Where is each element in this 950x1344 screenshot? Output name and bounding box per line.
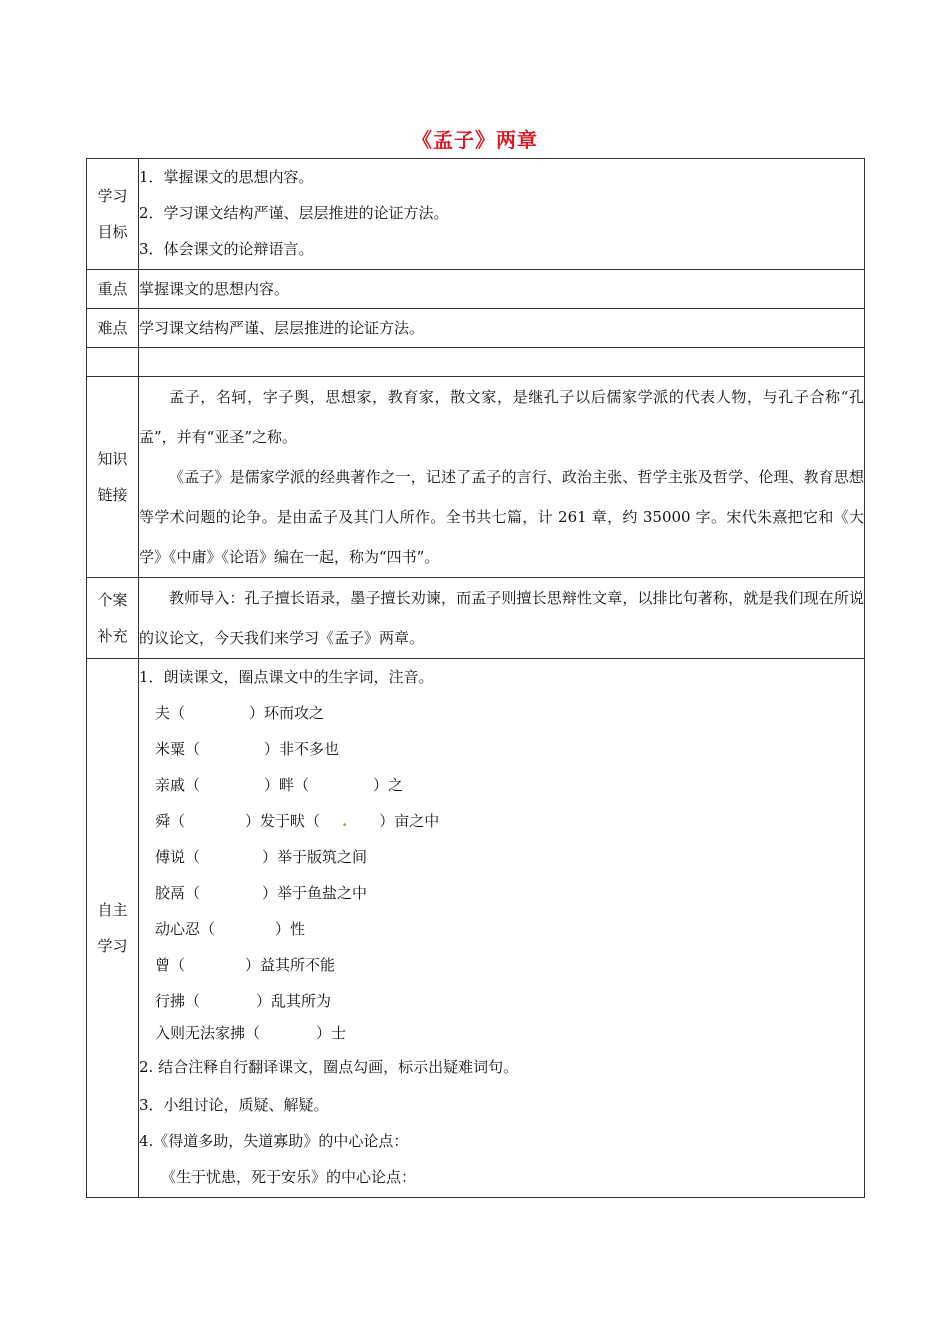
label-difficulty: 难点: [87, 309, 139, 348]
word-text: ）亩之中: [379, 812, 440, 830]
word-item: [139, 731, 864, 767]
word-text: ）之: [373, 776, 404, 794]
label-case-line2: 补充: [97, 627, 128, 645]
word-item: [139, 983, 864, 1019]
case-content: [139, 578, 865, 659]
task-2: 2. 结合注释自行翻译课文，圈点勾画，标示出疑难词句。: [139, 1058, 519, 1076]
word-text: 米粟（: [155, 740, 201, 758]
key-point-content: [139, 270, 865, 309]
word-text: 傅说（: [155, 848, 201, 866]
label-case-line1: 个案: [97, 591, 128, 609]
word-text: 亲戚（: [155, 776, 201, 794]
word-item: [139, 767, 864, 803]
word-item: [139, 1019, 864, 1047]
word-text: 行拂（: [155, 992, 201, 1010]
goal-item: 2．学习课文结构严谨、层层推进的论证方法。: [139, 204, 449, 222]
table-row-self-study: [87, 659, 865, 1198]
task-4b: 《生于忧患，死于安乐》的中心论点：: [161, 1168, 417, 1186]
word-text: ）环而攻之: [249, 704, 325, 722]
word-text: ）性: [275, 920, 306, 938]
word-text: ）乱其所为: [256, 992, 332, 1010]
knowledge-paragraph: 孟子，名轲，字子舆，思想家，教育家，散文家，是继孔子以后儒家学派的代表人物，与孔子合称“孔孟”，并有“亚圣”之称。: [139, 388, 864, 446]
word-item: [139, 695, 864, 731]
word-text: ）非不多也: [264, 740, 340, 758]
label-key-point: 重点: [87, 270, 139, 309]
goals-content: [139, 159, 865, 270]
word-text: ）举于鱼盐之中: [262, 884, 368, 902]
table-row-goals: [87, 159, 865, 270]
word-text: 胶鬲（: [155, 884, 201, 902]
label-knowledge-line1: 知识: [97, 450, 128, 468]
task-4: 4.《得道多助，失道寡助》的中心论点：: [139, 1132, 409, 1150]
mark-dot: .: [342, 812, 348, 830]
knowledge-paragraph: 《孟子》是儒家学派的经典著作之一，记述了孟子的言行、政治主张、哲学主张及哲学、伦理、教育思想等学术问题的论争。是由孟子及其门人所作。全书共七篇，计 261 章，约 35000 字。宋代朱熹把它和《大学》《中庸》《论语》编在一起，称为“四书”。: [139, 468, 864, 566]
difficulty-text: 学习课文结构严谨、层层推进的论证方法。: [139, 319, 425, 337]
word-text: ）发于畎（: [245, 812, 321, 830]
word-text: 曾（: [155, 956, 186, 974]
lesson-plan-table: [86, 158, 865, 1198]
knowledge-content: [139, 377, 865, 578]
difficulty-content: [139, 309, 865, 348]
label-goals: [87, 159, 139, 270]
label-goals-line1: 学习: [97, 187, 128, 205]
word-text: ）畔（: [264, 776, 310, 794]
table-row-empty: [87, 348, 865, 377]
label-knowledge-line2: 链接: [97, 486, 128, 504]
label-self-study: [87, 659, 139, 1198]
label-case: [87, 578, 139, 659]
table-row-knowledge: [87, 377, 865, 578]
word-text: 入则无法家拂（: [155, 1024, 261, 1042]
self-study-content: [139, 659, 865, 1198]
word-text: 夫（: [155, 704, 186, 722]
case-paragraph: 教师导入：孔子擅长语录，墨子擅长劝谏，而孟子则擅长思辩性文章，以排比句著称，就是我们现在所说的议论文，今天我们来学习《孟子》两章。: [139, 589, 864, 647]
table-row-case: [87, 578, 865, 659]
word-text: ）士: [316, 1024, 347, 1042]
table-row-difficulty: [87, 309, 865, 348]
word-item: [139, 803, 864, 839]
empty-label-cell: [87, 348, 139, 377]
goal-item: 1．掌握课文的思想内容。: [139, 168, 314, 186]
label-self-study-line2: 学习: [97, 937, 128, 955]
task-3: 3．小组讨论，质疑、解疑。: [139, 1096, 329, 1114]
goal-item: 3．体会课文的论辩语言。: [139, 240, 314, 258]
word-item: [139, 947, 864, 983]
label-knowledge: [87, 377, 139, 578]
empty-content-cell: [139, 348, 865, 377]
page-title: 《孟子》两章: [412, 128, 538, 152]
word-text: 动心忍（: [155, 920, 216, 938]
key-point-text: 掌握课文的思想内容。: [139, 280, 290, 298]
label-self-study-line1: 自主: [97, 901, 128, 919]
word-item: [139, 839, 864, 875]
label-goals-line2: 目标: [97, 223, 128, 241]
table-row-key-point: [87, 270, 865, 309]
task-1: 1．朗读课文，圈点课文中的生字词，注音。: [139, 668, 434, 686]
word-text: 舜（: [155, 812, 186, 830]
word-item: [139, 875, 864, 911]
word-text: ）举于版筑之间: [262, 848, 368, 866]
word-item: [139, 911, 864, 947]
word-text: ）益其所不能: [245, 956, 336, 974]
